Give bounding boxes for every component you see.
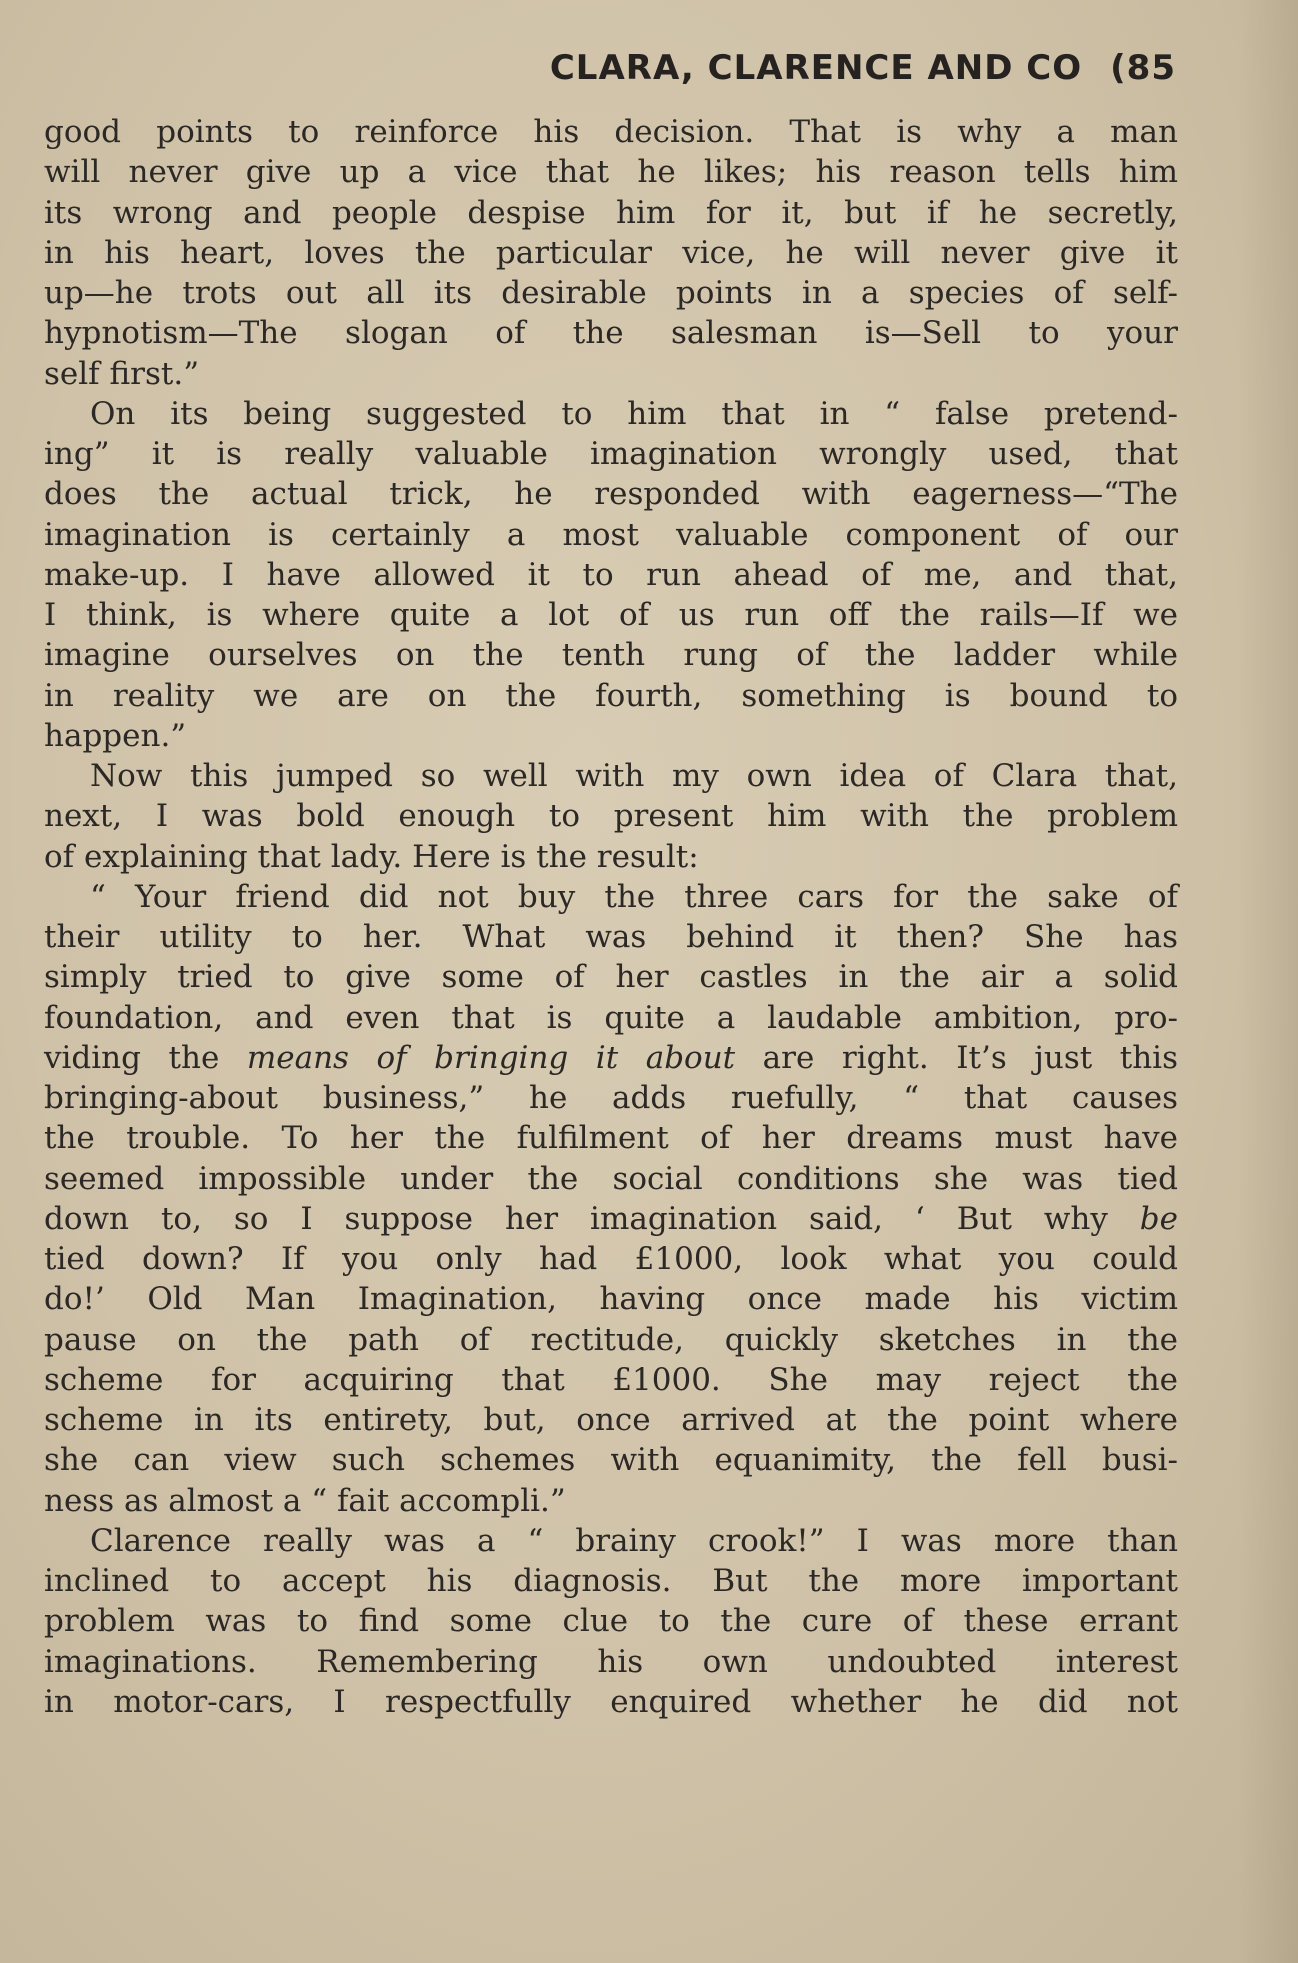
paragraph-start-line: On its being suggested to him that in “ false pretend- [90,395,1178,432]
text-line: imagine ourselves on the tenth rung of the ladder while [44,637,1178,674]
text-line: next, I was bold enough to present him with the problem [44,798,1178,835]
text-line: simply tried to give some of her castles in the air a solid [44,959,1178,996]
paragraph-end-line: ness as almost a “ fait accompli.” [44,1482,566,1519]
paragraph-start-line: Clarence really was a “ brainy crook!” I was more than [90,1522,1178,1559]
text-line: foundation, and even that is quite a laudable ambition, pro- [44,999,1178,1036]
text-line: pause on the path of rectitude, quickly sketches in the [44,1321,1178,1358]
text-line: tied down? If you only had £1000, look what you could [44,1241,1178,1277]
text-line: make-up. I have allowed it to run ahead of me, and that, [44,556,1178,593]
line-segment: are right. It’s just this [735,1039,1178,1076]
text-line: I think, is where quite a lot of us run off the rails—If we [44,597,1178,633]
paragraph-start-line: “ Your friend did not buy the three cars for the sake of [90,878,1178,915]
text-line: the trouble. To her the fulfilment of her dreams must have [44,1120,1178,1157]
line-segment: viding the [44,1039,247,1076]
paragraph-end-line: happen.” [44,717,187,754]
text-line: scheme for acquiring that £1000. She may reject the [44,1361,1178,1398]
text-line: their utility to her. What was behind it then? She has [44,919,1178,955]
chapter-title: CLARA, CLARENCE AND CO [549,48,1083,88]
italic-phrase: means of bringing it about [246,1039,736,1076]
text-line-with-italic [44,1038,1178,1078]
running-header [46,48,1176,98]
text-line: ing” it is really valuable imagination wrongly used, that [44,436,1178,472]
text-line: in his heart, loves the particular vice, he will never give it [44,234,1178,271]
text-line: scheme in its entirety, but, once arrived at the point where [44,1402,1178,1438]
text-line: up—he trots out all its desirable points in a species of self- [44,275,1178,311]
spine-shadow [1238,0,1298,1963]
paragraph-start-line: Now this jumped so well with my own idea of Clara that, [90,758,1178,794]
text-line: do!’ Old Man Imagination, having once made his victim [44,1281,1178,1318]
line-segment: down to, so I suppose her imagination said, ‘ But why [44,1200,1140,1237]
paragraph-end-line: of explaining that lady. Here is the result: [44,838,699,875]
text-line: bringing-about business,” he adds ruefully, “ that causes [44,1080,1178,1116]
text-line: imaginations. Remembering his own undoubted interest [44,1643,1178,1680]
text-line: good points to reinforce his decision. That is why a man [44,114,1178,150]
text-line: does the actual trick, he responded with eagerness—“The [44,476,1178,513]
page-number: (85 [1110,48,1176,88]
text-line: imagination is certainly a most valuable component of our [44,516,1178,553]
text-line: will never give up a vice that he likes; his reason tells him [44,154,1178,191]
text-line: she can view such schemes with equanimity, the fell busi- [44,1442,1178,1479]
text-line-with-italic [44,1199,1178,1239]
text-line: in reality we are on the fourth, something is bound to [44,677,1178,714]
text-line: problem was to find some clue to the cure of these errant [44,1603,1178,1640]
italic-phrase: be [1139,1200,1178,1237]
text-line: its wrong and people despise him for it, but if he secretly, [44,194,1178,231]
paragraph-end-line: self first.” [44,355,200,392]
text-line: seemed impossible under the social conditions she was tied [44,1160,1178,1197]
text-line: inclined to accept his diagnosis. But the more important [44,1563,1178,1599]
body-text [44,112,1178,1722]
text-line: hypnotism—The slogan of the salesman is—Sell to your [44,315,1178,352]
text-line: in motor-cars, I respectfully enquired whether he did not [44,1683,1178,1720]
